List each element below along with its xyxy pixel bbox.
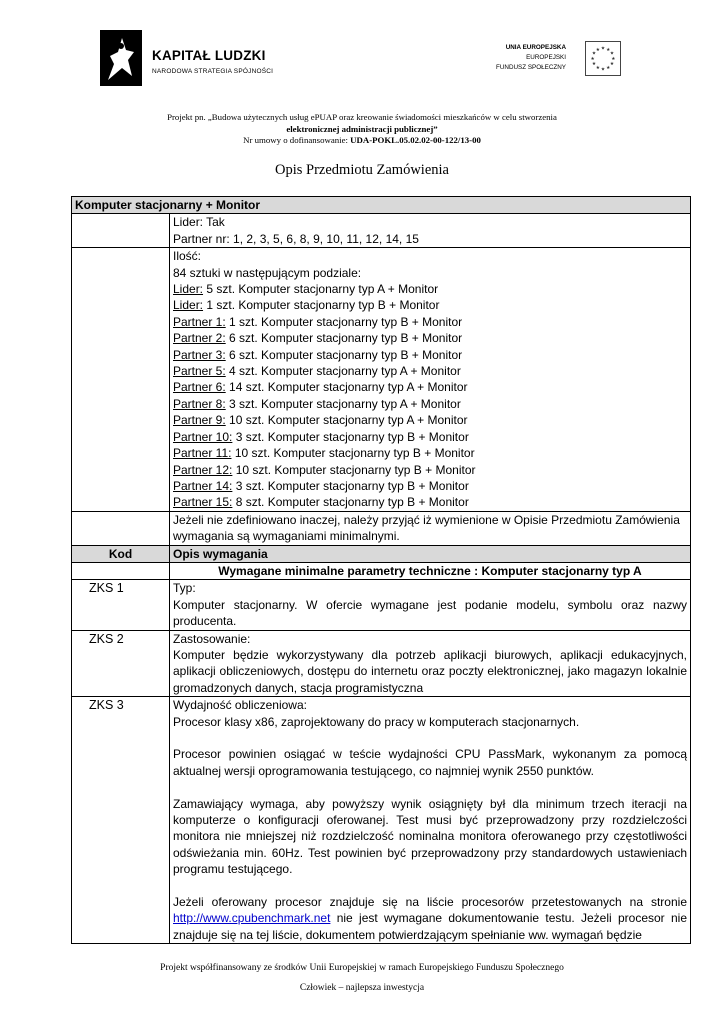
zks3-p2: Procesor powinien osiągać w teście wydajności CPU PassMark, wykonanym za pomocą aktualnej wersji oprogramowania testującego, co najmniej wynik 2550 punktów. (173, 747, 687, 778)
zks3-p1: Procesor klasy x86, zaprojektowany do pracy w komputerach stacjonarnych. (173, 714, 580, 729)
subheader-row (72, 562, 691, 579)
eu-flag-icon (585, 41, 621, 76)
section-title: Komputer stacjonarny + Monitor (72, 197, 691, 214)
zks1-label: Typ: (173, 581, 196, 596)
note-text: Jeżeli nie zdefiniowano inaczej, należy przyjąć iż wymienione w Opisie Przedmiotu Zamówienia wymagania są wymaganiami minimalnymi. (170, 511, 691, 545)
eu-line1: UNIA EUROPEJSKA (505, 44, 566, 51)
zks3-code: ZKS 3 (72, 697, 170, 944)
ilosc-cell (170, 248, 691, 512)
svg-text:★: ★ (606, 65, 611, 71)
allocation-text: 6 szt. Komputer stacjonarny typ B + Monitor (225, 331, 463, 346)
zks2-label: Zastosowanie: (173, 631, 251, 646)
allocation-item (173, 429, 687, 445)
footer-cofinance: Projekt współfinansowany ze środków Unii Europejskiej w ramach Europejskiego Funduszu Społecznego (160, 963, 564, 973)
contract-number (0, 135, 724, 145)
allocation-item (173, 494, 687, 510)
allocation-item (173, 347, 687, 363)
contract-label: Nr umowy o dofinansowanie: (243, 135, 351, 145)
allocation-text: 8 szt. Komputer stacjonarny typ B + Monitor (232, 495, 469, 510)
svg-text:★: ★ (600, 67, 606, 73)
eu-logo (478, 41, 623, 77)
zks3-row (72, 697, 691, 944)
allocation-text: 1 szt. Komputer stacjonarny typ B + Monitor (225, 314, 463, 329)
project-name: Projekt pn. „Budowa użytecznych usług ePUAP oraz kreowanie świadomości mieszkańców w celu stworzenia (167, 112, 557, 122)
kapital-ludzki-logo (100, 30, 280, 86)
zks3-p4-b: nie jest wymagane dokumentowanie testu. Jeżeli procesor nie znajduje się na tej liście, dokumentem potwierdzającym spełnianie ww. wymagań będzie (173, 911, 687, 942)
section-header-row (72, 197, 691, 214)
subheader-text: Wymagane minimalne parametry techniczne : Komputer stacjonarny typ A (170, 562, 691, 579)
zks1-code: ZKS 1 (72, 580, 170, 630)
allocation-who: Partner 11: (173, 446, 232, 461)
allocation-who: Partner 2: (173, 331, 226, 346)
allocation-text: 14 szt. Komputer stacjonarny typ A + Monitor (225, 380, 468, 395)
allocation-who: Partner 10: (173, 429, 233, 444)
lider-partner-cell (170, 214, 691, 248)
document-title: Opis Przedmiotu Zamówienia (275, 162, 449, 178)
col-kod-header: Kod (72, 545, 170, 562)
zks3-desc (170, 697, 691, 944)
eu-line3: FUNDUSZ SPOŁECZNY (496, 64, 566, 71)
kapital-ludzki-emblem-icon (100, 30, 142, 86)
allocation-who: Partner 1: (173, 314, 226, 329)
contract-value: UDA-POKL.05.02.02-00-122/13-00 (350, 135, 481, 145)
ilosc-row (72, 248, 691, 512)
allocation-text: 10 szt. Komputer stacjonarny typ A + Monitor (225, 413, 468, 428)
allocation-item (173, 462, 687, 478)
allocation-item (173, 379, 687, 395)
svg-text:★: ★ (591, 51, 597, 57)
allocation-who: Partner 9: (173, 413, 226, 428)
zks2-desc (170, 630, 691, 697)
ilosc-summary: 84 sztuki w następującym podziale: (173, 265, 362, 280)
allocation-item (173, 281, 687, 297)
allocation-who: Partner 14: (173, 478, 233, 493)
kapital-ludzki-subtitle: NARODOWA STRATEGIA SPÓJNOŚCI (152, 68, 274, 75)
allocation-text: 5 szt. Komputer stacjonarny typ A + Monitor (203, 282, 439, 297)
allocation-item (173, 478, 687, 494)
allocation-who: Lider: (173, 298, 204, 313)
kapital-ludzki-title: KAPITAŁ LUDZKI (152, 48, 266, 63)
zks1-text: Komputer stacjonarny. W ofercie wymagane jest podanie modelu, symbolu oraz nazwy producenta. (173, 597, 687, 629)
zks3-p3: Zamawiający wymaga, aby powyższy wynik osiągnięty był dla minimum trzech iteracji na komputerze o konfiguracji oferowanej. Test musi być przeprowadzony przy rozdzielczości monitora nie mniejszej niż rozdzielczość nominalna monitora oferowanego przy częstotliwości odświeżania min. 60Hz. Test powinien być przeprowadzony przy standardowych ustawieniach programu testującego. (173, 796, 687, 877)
allocation-list (173, 281, 687, 511)
allocation-who: Lider: (173, 282, 204, 297)
allocation-item (173, 445, 687, 461)
allocation-text: 6 szt. Komputer stacjonarny typ B + Monitor (225, 347, 463, 362)
partner-nr-text: Partner nr: 1, 2, 3, 5, 6, 8, 9, 10, 11, 12, 14, 15 (173, 231, 419, 246)
svg-text:★: ★ (609, 62, 615, 68)
allocation-text: 3 szt. Komputer stacjonarny typ B + Monitor (232, 478, 469, 493)
allocation-text: 10 szt. Komputer stacjonarny typ B + Monitor (231, 446, 475, 461)
allocation-who: Partner 12: (173, 462, 233, 477)
allocation-who: Partner 3: (173, 347, 226, 362)
allocation-item (173, 297, 687, 313)
svg-text:★: ★ (590, 56, 595, 62)
zks3-p4 (173, 894, 687, 943)
svg-text:★: ★ (611, 56, 616, 62)
allocation-who: Partner 15: (173, 495, 233, 510)
zks2-code: ZKS 2 (72, 630, 170, 697)
allocation-text: 10 szt. Komputer stacjonarny typ B + Monitor (232, 462, 476, 477)
allocation-text: 3 szt. Komputer stacjonarny typ A + Monitor (225, 396, 461, 411)
allocation-text: 3 szt. Komputer stacjonarny typ B + Monitor (232, 429, 469, 444)
lider-row (72, 214, 691, 248)
eu-line2: EUROPEJSKI (526, 54, 566, 61)
allocation-item (173, 330, 687, 346)
allocation-who: Partner 8: (173, 396, 226, 411)
allocation-item (173, 396, 687, 412)
svg-text:★: ★ (600, 46, 606, 52)
allocation-text: 4 szt. Komputer stacjonarny typ A + Monitor (225, 364, 461, 379)
column-header-row (72, 545, 691, 562)
svg-text:★: ★ (595, 47, 600, 53)
zks2-text: Komputer będzie wykorzystywany dla potrzeb aplikacji biurowych, aplikacji edukacyjnych, aplikacji obliczeniowych, dostępu do internetu oraz poczty elektronicznej, jako magazyn lokalnie gromadzonych danych, stacja programistyczna (173, 647, 687, 695)
requirements-table (71, 196, 691, 944)
cpubenchmark-link[interactable]: http://www.cpubenchmark.net (173, 911, 331, 926)
zks3-p4-a: Jeżeli oferowany procesor znajduje się na liście procesorów przetestowanych na stronie (173, 895, 687, 910)
allocation-item (173, 314, 687, 330)
lider-text: Lider: Tak (173, 215, 225, 230)
zks1-row (72, 580, 691, 630)
allocation-who: Partner 5: (173, 364, 226, 379)
col-opis-header: Opis wymagania (170, 545, 691, 562)
allocation-who: Partner 6: (173, 380, 226, 395)
allocation-text: 1 szt. Komputer stacjonarny typ B + Monitor (203, 298, 440, 313)
zks3-label: Wydajność obliczeniowa: (173, 698, 307, 713)
allocation-item (173, 363, 687, 379)
ilosc-label: Ilość: (173, 249, 202, 264)
project-name-cont: elektronicznej administracji publicznej” (286, 124, 438, 134)
footer-slogan: Człowiek – najlepsza inwestycja (299, 983, 425, 993)
note-row (72, 511, 691, 545)
svg-text:★: ★ (595, 65, 600, 71)
eu-logo-text (478, 43, 566, 73)
zks1-desc (170, 580, 691, 630)
zks2-row (72, 630, 691, 697)
allocation-item (173, 412, 687, 428)
svg-text:★: ★ (591, 62, 597, 68)
svg-text:★: ★ (609, 51, 615, 57)
svg-text:★: ★ (606, 47, 611, 53)
